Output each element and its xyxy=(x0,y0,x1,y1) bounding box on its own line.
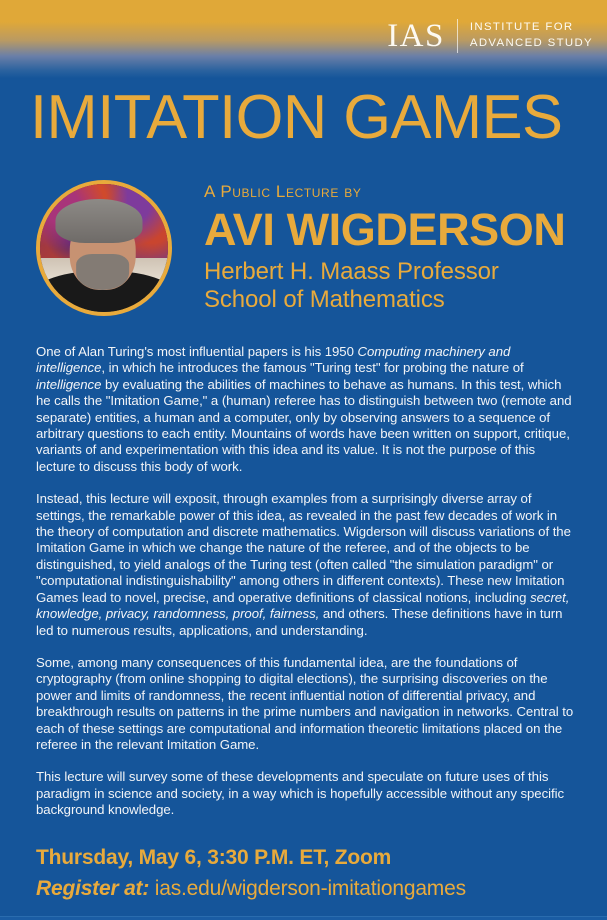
description-paragraph-3: Some, among many consequences of this fundamental idea, are the foundations of cryptography (from online shopping to digital elections), the surprising discoveries on the power and limits of randomness, the recent influential notion of differential privacy, and breakthrough results on patterns in the prime numbers and navigation in networks. Central to each of these settings are computational and information theoretic limitations placed on the referee in the relevant Imitation Game. xyxy=(36,654,574,752)
page-title: IMITATION GAMES xyxy=(30,83,563,152)
p1-italic-intelligence: intelligence xyxy=(36,376,102,392)
event-datetime: Thursday, May 6, 3:30 P.M. ET, Zoom xyxy=(36,846,392,870)
ias-logo-mark: IAS xyxy=(387,17,445,54)
speaker-block xyxy=(204,182,584,314)
ias-logo-wordmark xyxy=(470,20,593,51)
description-paragraph-2 xyxy=(36,491,574,639)
p2-segment-a: Instead, this lecture will exposit, through examples from a surprisingly diverse array of settings, the remarkable power of this idea, as revealed in the past few decades of work in the theory of computation and discrete mathematics. Wigderson will discuss variations of the Imitation Game in which we change the nature of the referee, and of the objects to be distinguished, to yield analogs of the Turing test (often called "the simulation paradigm" or "computational indistinguishability" among others in different contexts). These new Imitation Games lead to novel, precise, and operative definitions of classical notions, including xyxy=(36,491,571,605)
speaker-role-line-1: Herbert H. Maass Professor xyxy=(204,257,499,285)
header-gradient-band xyxy=(0,0,607,78)
registration-line xyxy=(36,875,581,902)
avatar xyxy=(36,180,172,316)
p1-segment-c: by evaluating the abilities of machines to behave as humans. In this test, which he calls the "Imitation Game," a (human) referee has to distinguish between two (remote and separate) entities, a human and a computer, only by observing answers to a sequence of arbitrary questions to each entity. Mountains of words have been written on support, critique, variants of and experimentation with this idea and its value. It is not the purpose of this lecture to discuss this body of work. xyxy=(36,376,572,474)
p1-segment-a: One of Alan Turing's most influential papers is his 1950 xyxy=(36,344,358,359)
ias-logo xyxy=(387,16,593,56)
ias-logo-line-2: ADVANCED STUDY xyxy=(469,37,593,49)
portrait-beard xyxy=(76,254,130,290)
logo-divider xyxy=(457,19,458,53)
lecture-kicker: A Public Lecture by xyxy=(204,182,362,201)
bottom-rule xyxy=(0,916,607,920)
lecture-description xyxy=(36,344,574,819)
register-label: Register at: xyxy=(36,876,150,900)
p1-segment-b: , in which he introduces the famous "Turing test" for probing the nature of xyxy=(101,360,524,376)
speaker-name: AVI WIGDERSON xyxy=(204,204,566,256)
p2-italic-notions: secret, knowledge, privacy, randomness, proof, fairness, xyxy=(36,589,570,622)
ias-logo-line-1: INSTITUTE FOR xyxy=(469,21,574,34)
description-paragraph-4: This lecture will survey some of these developments and speculate on future uses of this paradigm in science and society, in a way which is hopefully accessible without any specific background knowledge. xyxy=(36,769,565,818)
speaker-role-line-2: School of Mathematics xyxy=(204,285,445,313)
register-url[interactable]: ias.edu/wigderson-imitationgames xyxy=(154,876,466,900)
description-paragraph-1 xyxy=(36,344,574,475)
p1-italic-paper-title: Computing machinery and intelligence xyxy=(36,344,511,376)
portrait-hair xyxy=(55,199,142,243)
p2-segment-b: and others. These definitions have in turn led to numerous results, applications, and understanding. xyxy=(36,606,563,638)
event-footer xyxy=(36,845,581,902)
